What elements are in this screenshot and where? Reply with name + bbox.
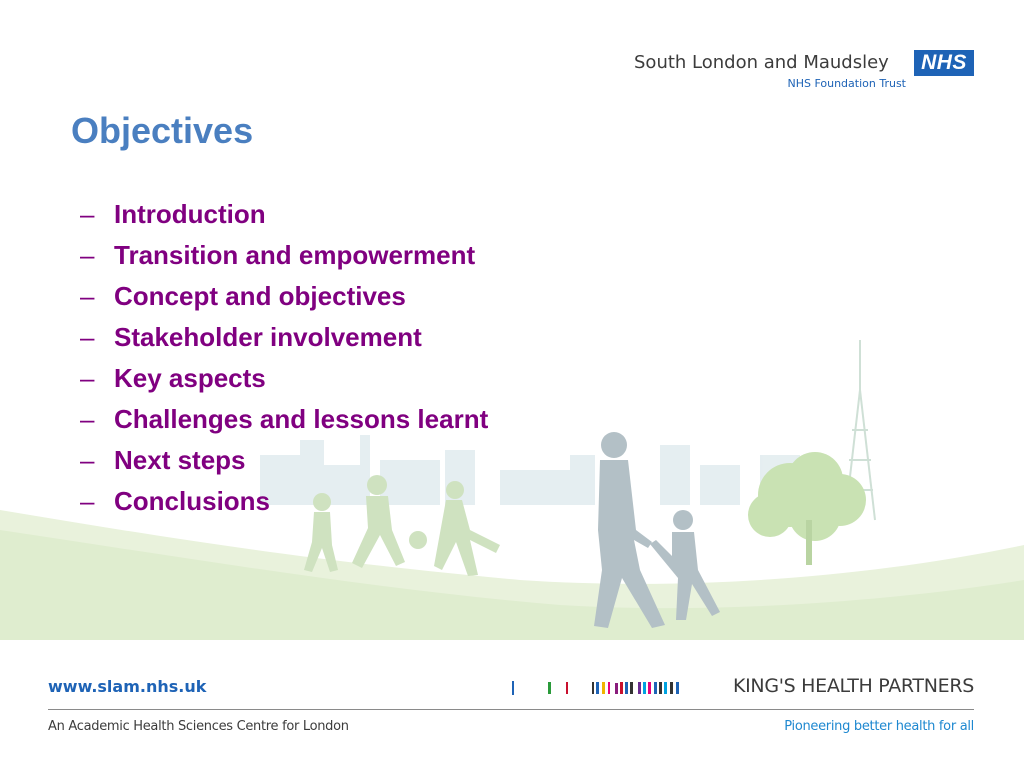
- tagline: Pioneering better health for all: [784, 719, 974, 734]
- bullet-dash: –: [80, 240, 95, 270]
- bullet-text: Transition and empowerment: [114, 240, 476, 270]
- bullet-text: Concept and objectives: [114, 281, 406, 311]
- list-item: [80, 402, 488, 443]
- bullet-dash: –: [80, 322, 95, 352]
- bullet-dash: –: [80, 363, 95, 393]
- bullet-text: Next steps: [114, 445, 246, 475]
- bullet-dash: –: [80, 486, 95, 516]
- slam-logo: [634, 48, 974, 96]
- partner-name: KING'S HEALTH PARTNERS: [732, 675, 974, 697]
- website-link[interactable]: www.slam.nhs.uk: [48, 677, 207, 696]
- nhs-logo-icon: NHS: [914, 50, 974, 76]
- bullet-dash: –: [80, 404, 95, 434]
- bullet-dash: –: [80, 445, 95, 475]
- list-item: [80, 320, 488, 361]
- partner-bars-icon: [512, 680, 692, 696]
- bullet-text: Conclusions: [114, 486, 271, 516]
- bullet-dash: –: [80, 199, 95, 229]
- bullet-text: Key aspects: [114, 363, 266, 393]
- centre-text: An Academic Health Sciences Centre for London: [48, 719, 349, 734]
- list-item: [80, 443, 488, 484]
- bullet-text: Stakeholder involvement: [114, 322, 422, 352]
- list-item: [80, 197, 488, 238]
- list-item: [80, 238, 488, 279]
- bullet-text: Challenges and lessons learnt: [114, 404, 489, 434]
- bullet-dash: –: [80, 281, 95, 311]
- bullet-text: Introduction: [114, 199, 266, 229]
- objectives-list: [80, 197, 488, 525]
- org-subtitle: NHS Foundation Trust: [787, 77, 906, 90]
- list-item: [80, 361, 488, 402]
- slide-title: Objectives: [71, 110, 254, 151]
- org-name: South London and Maudsley: [634, 52, 889, 73]
- list-item: [80, 484, 488, 525]
- footer-divider: [48, 709, 974, 710]
- list-item: [80, 279, 488, 320]
